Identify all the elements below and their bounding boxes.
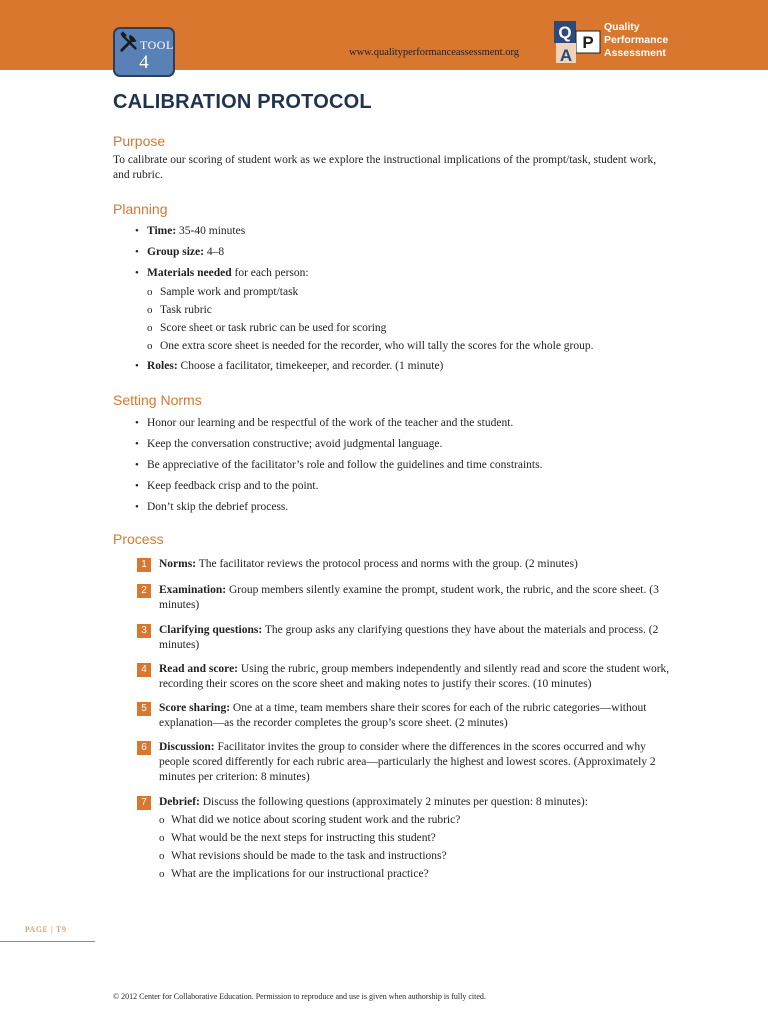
logo-letter-a: A [559, 46, 573, 64]
copyright-footer: © 2012 Center for Collaborative Education. Permission to reproduce and use is given when authorship is fully cited. [113, 992, 486, 1001]
qpa-wordmark [604, 21, 668, 60]
process-step: 3 Clarifying questions: The group asks any clarifying questions they have about the materials and process. (2 minutes) [137, 623, 677, 653]
process-step: 2 Examination: Group members silently examine the prompt, student work, the rubric, and the score sheet. (3 minutes) [137, 583, 677, 613]
logo-letter-q: Q [558, 23, 572, 42]
tool-label: TOOL [140, 38, 174, 52]
step-number: 2 [137, 584, 151, 598]
site-url[interactable]: www.qualityperformanceassessment.org [349, 47, 519, 58]
planning-heading: Planning [113, 201, 168, 217]
list-item: o Sample work and prompt/task [147, 285, 673, 300]
list-item: o What revisions should be made to the task and instructions? [159, 849, 677, 864]
purpose-text: To calibrate our scoring of student work as we explore the instructional implications of the prompt/task, student work, and rubric. [113, 154, 657, 181]
qpa-word-performance: Performance [604, 34, 669, 46]
step-number: 5 [137, 702, 151, 716]
process-heading: Process [113, 531, 164, 547]
tools-icon [119, 31, 141, 53]
planning-list [113, 224, 673, 374]
step-number: 4 [137, 663, 151, 677]
step-number: 1 [137, 558, 151, 572]
materials-list [147, 285, 673, 354]
list-item: o One extra score sheet is needed for the recorder, who will tally the scores for the whole group. [147, 339, 673, 354]
list-item: o What did we notice about scoring student work and the rubric? [159, 813, 677, 828]
process-step: 1 Norms: The facilitator reviews the protocol process and norms with the group. (2 minutes) [137, 557, 677, 572]
page-number-rule [0, 941, 95, 942]
planning-group-size: • Group size: 4–8 [113, 245, 673, 260]
step-number: 7 [137, 796, 151, 810]
list-item: o Score sheet or task rubric can be used for scoring [147, 321, 673, 336]
qpa-logo [553, 20, 601, 64]
planning-time: • Time: 35-40 minutes [113, 224, 673, 239]
step-number: 6 [137, 741, 151, 755]
process-step: 6 Discussion: Facilitator invites the group to consider where the differences in the scores occurred and why people scored differently for each rubric area—particularly the highest and lowest scores. (Approximately 2 minutes per criterion: 8 minutes) [137, 740, 677, 785]
step-number: 3 [137, 624, 151, 638]
qpa-word-assessment: Assessment [604, 47, 666, 59]
norms-heading: Setting Norms [113, 392, 202, 408]
debrief-questions [159, 813, 677, 882]
process-step: 5 Score sharing: One at a time, team members share their scores for each of the rubric categories—without explanation—as the recorder completes the group’s score sheet. (2 minutes) [137, 701, 677, 731]
planning-roles: • Roles: Choose a facilitator, timekeeper, and recorder. (1 minute) [113, 359, 673, 374]
list-item: o Task rubric [147, 303, 673, 318]
page-title: CALIBRATION PROTOCOL [113, 91, 372, 113]
process-step: 7 Debrief: Discuss the following questions (approximately 2 minutes per question: 8 minutes): o What did we notice about scoring student work and the rubric? o What would be the next steps for instructing this student? o What revisions should be made to the task and instructions? o What are the implications for our instructional practice? [137, 795, 677, 885]
list-item: • Don’t skip the debrief process. [113, 500, 673, 515]
tool-number: 4 [139, 52, 149, 73]
list-item: o What would be the next steps for instructing this student? [159, 831, 677, 846]
list-item: o What are the implications for our instructional practice? [159, 867, 677, 882]
page-number: PAGE | T9 [25, 925, 67, 934]
purpose-heading: Purpose [113, 133, 166, 149]
logo-letter-p: P [582, 33, 594, 52]
list-item: • Keep the conversation constructive; avoid judgmental language. [113, 437, 673, 452]
norms-list [113, 416, 673, 515]
planning-materials: • Materials needed for each person: o Sample work and prompt/task o Task rubric o Score sheet or task rubric can be used for scoring o One extra score sheet is needed for the recorder, who will tally the scores for the whole group. [113, 266, 673, 354]
qpa-word-quality: Quality [604, 21, 640, 33]
list-item: • Honor our learning and be respectful of the work of the teacher and the student. [113, 416, 673, 431]
list-item: • Be appreciative of the facilitator’s role and follow the guidelines and time constraints. [113, 458, 673, 473]
tool-badge [113, 27, 175, 77]
process-step: 4 Read and score: Using the rubric, group members independently and silently read and score the student work, recording their scores on the score sheet and making notes to justify their scores. (10 minutes) [137, 662, 677, 692]
list-item: • Keep feedback crisp and to the point. [113, 479, 673, 494]
